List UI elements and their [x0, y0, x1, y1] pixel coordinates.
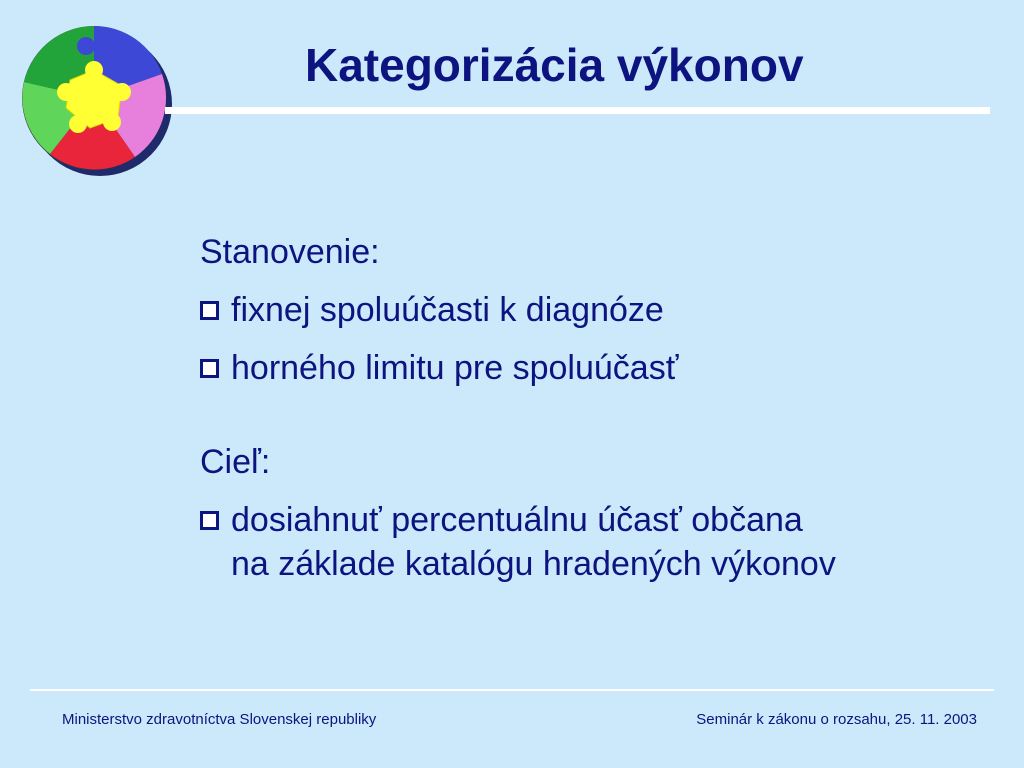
footer-organization: Ministerstvo zdravotníctva Slovenskej republiky	[62, 711, 377, 728]
section-heading: Cieľ:	[200, 443, 271, 481]
square-bullet-icon	[200, 511, 219, 530]
title-divider	[165, 107, 990, 114]
bullet-item	[200, 498, 836, 586]
puzzle-circle-logo-icon	[20, 22, 172, 178]
slide-title: Kategorizácia výkonov	[305, 39, 804, 91]
bullet-item	[200, 288, 836, 332]
slide-content	[200, 230, 836, 586]
square-bullet-icon	[200, 359, 219, 378]
section-heading: Stanovenie:	[200, 233, 380, 271]
bullet-text: dosiahnuť percentuálnu účasť občana na základe katalógu hradených výkonov	[231, 501, 836, 583]
square-bullet-icon	[200, 301, 219, 320]
bullet-text: horného limitu pre spoluúčasť	[231, 349, 679, 387]
bullet-item	[200, 346, 836, 390]
footer-divider	[30, 689, 994, 691]
footer-event: Seminár k zákonu o rozsahu, 25. 11. 2003	[696, 711, 977, 728]
bullet-text: fixnej spoluúčasti k diagnóze	[231, 291, 664, 329]
section-stanovenie	[200, 230, 836, 390]
section-ciel	[200, 440, 836, 586]
